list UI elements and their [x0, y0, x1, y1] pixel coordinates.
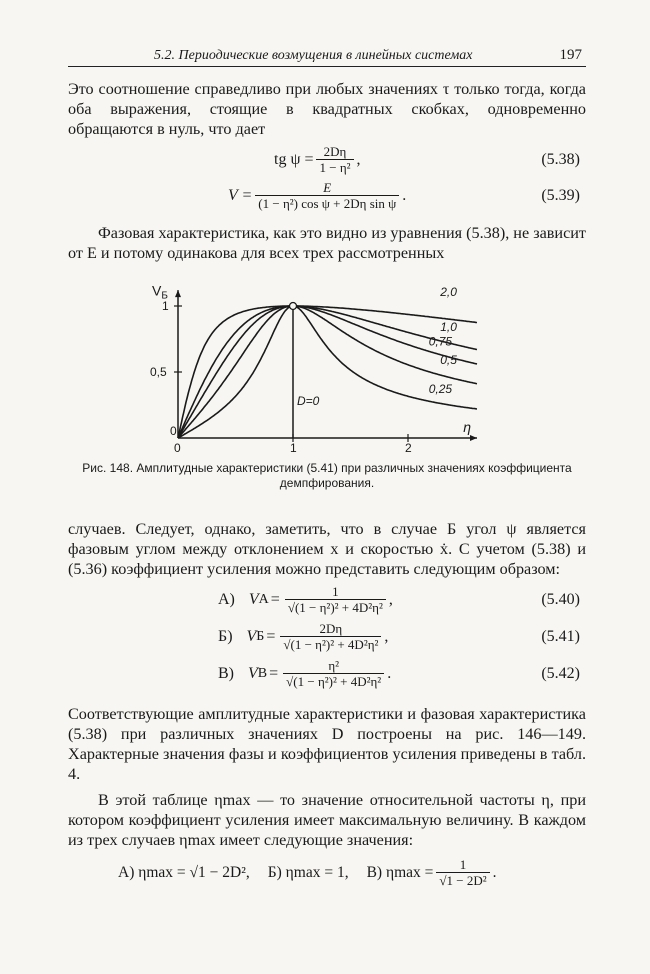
paragraph-5: В этой таблице ηmax — то значение относительной частоты η, при котором коэффициент усиления имеет максимальную величину. В каждом из трех случаев ηmax имеет следующие значения: [68, 791, 586, 849]
origin-label-x: 0 [174, 441, 181, 455]
series-label-0-75: 0,75 [428, 334, 453, 349]
equation-number: (5.41) [541, 628, 580, 645]
equation-5-40: А) V А = $\frac{1}{\text{√(1 − η²)² + 4D²η²}}$ , (5.40) [218, 584, 580, 615]
equation-5-42: В) V В = $\frac{\text{η²}}{\text{√(1 − η²)² + 4D²η²}}$ . (5.42) [218, 658, 580, 689]
peak-point [290, 303, 297, 310]
section-title: 5.2. Периодические возмущения в линейных системах [154, 48, 473, 63]
series-label-1-0: 1,0 [440, 320, 457, 335]
equation-5-41: Б) V Б = $\frac{2D\eta}{\text{√(1 − η²)² + 4D²η²}}$ , (5.41) [218, 621, 580, 652]
eta-max-equations: А) ηmax = √1 − 2D², Б) ηmax = 1, В) ηmax = $\frac{1}{\text{√1 − 2D²}}$ . [118, 857, 497, 888]
x-tick-label: 1 [290, 441, 297, 455]
amplitude-chart [68, 271, 586, 461]
equation-number: (5.42) [541, 665, 580, 682]
figure-148 [68, 271, 586, 461]
equation-number: (5.40) [541, 591, 580, 608]
y-tick-label: 0,5 [150, 365, 167, 379]
series-label-2-0: 2,0 [440, 285, 457, 299]
paragraph-1: Это соотношение справедливо при любых значениях τ только тогда, когда оба выражения, стоящие в квадратных скобках, одновременно обращаются в нуль, что дает [68, 80, 586, 138]
book-page [68, 44, 586, 890]
paragraph-3: случаев. Следует, однако, заметить, что в случае Б угол ψ является фазовым углом между отклонением x и скоростью ẋ. С учетом (5.38) и (5.36) коэффициент усиления можно представить следующим образом: [68, 520, 586, 578]
equation-5-39: V = $\frac{E}{\text{(1 − η²) cos ψ + 2Dη sin ψ}}$ . (5.39) [228, 180, 580, 211]
origin-label-y: 0 [170, 424, 177, 438]
x-axis-label: η [463, 419, 472, 435]
series-line-D-0-5 [178, 306, 477, 438]
y-axis-arrow [175, 290, 181, 297]
x-tick-label: 2 [405, 441, 412, 455]
x-axis-arrow [470, 435, 477, 441]
series-label-0-5: 0,5 [440, 353, 457, 368]
series-label-0-25: 0,25 [428, 382, 453, 397]
y-tick-label: 1 [162, 299, 169, 313]
equation-number: (5.38) [541, 151, 580, 168]
figure-caption: Рис. 148. Амплитудные характеристики (5.41) при различных значениях коэффициента демпфирования. [82, 461, 572, 490]
equation-5-38: tg ψ = $\frac{2D\eta}{\text{1 − η²}}$ , (5.38) [274, 144, 580, 175]
running-header [68, 44, 586, 67]
paragraph-4: Соответствующие амплитудные характеристики и фазовая характеристика (5.38) при различных значениях D построены на рис. 146—149. Характерные значения фазы и коэффициентов усиления приведены в табл. 4. [68, 705, 586, 783]
page-number: 197 [559, 47, 582, 63]
y-axis-label: $V_Б$ [152, 282, 168, 302]
paragraph-2: Фазовая характеристика, как это видно из уравнения (5.38), не зависит от E и потому одинакова для всех трех рассмотренных [68, 224, 587, 262]
series-label-D-0: D=0 [297, 394, 320, 408]
equation-number: (5.39) [541, 187, 580, 204]
